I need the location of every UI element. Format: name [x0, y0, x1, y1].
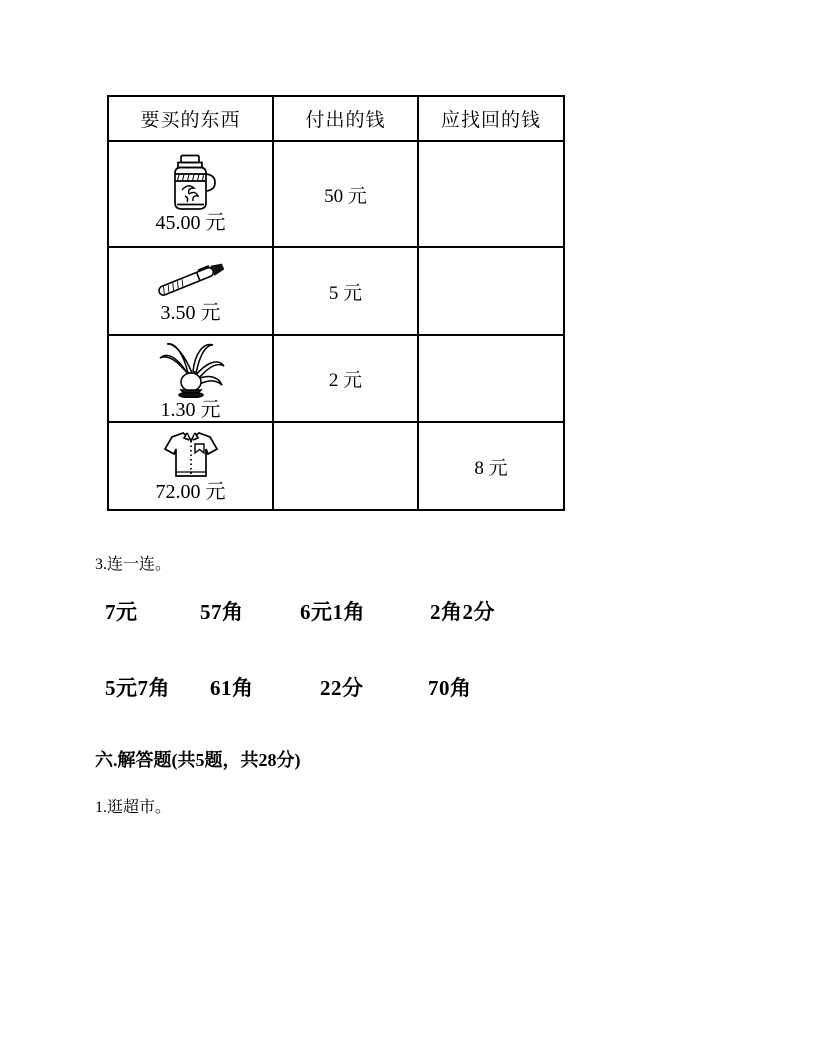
table-row: [108, 335, 564, 422]
shirt-icon: [162, 430, 220, 480]
pen-icon: [153, 259, 229, 301]
question-1-text: 1.逛超市。: [95, 799, 172, 816]
table-header-row: [108, 96, 564, 141]
header-change: 应找回的钱: [418, 96, 564, 141]
paid-cell: [273, 422, 418, 510]
item-price: 72.00 元: [155, 480, 226, 503]
change-cell: [418, 335, 564, 422]
paid-cell: 2 元: [273, 335, 418, 422]
item-price: 1.30 元: [160, 399, 221, 421]
change-cell: 8 元: [418, 422, 564, 510]
table-row: [108, 141, 564, 247]
item-price: 45.00 元: [155, 212, 226, 234]
match-bottom-label: 22分: [320, 676, 364, 700]
match-top-label: 57角: [200, 600, 244, 624]
paid-cell: 50 元: [273, 141, 418, 247]
table-row: [108, 247, 564, 335]
match-top-label: 7元: [105, 600, 138, 624]
header-item: 要买的东西: [108, 96, 273, 141]
match-bottom-label: 5元7角: [105, 676, 170, 700]
match-top-label: 2角2分: [430, 600, 495, 624]
jar-icon: [165, 154, 217, 211]
price-table: [107, 95, 565, 511]
match-bottom-label: 61角: [210, 676, 254, 700]
section-six-heading: 六.解答题(共5题，共28分): [95, 750, 301, 770]
change-cell: [418, 141, 564, 247]
plant-icon: [155, 336, 227, 398]
change-cell: [418, 247, 564, 335]
match-bottom-label: 70角: [428, 676, 472, 700]
table-row: [108, 422, 564, 510]
matching-question-heading: 3.连一连。: [95, 556, 172, 573]
paid-cell: 5 元: [273, 247, 418, 335]
item-price: 3.50 元: [160, 301, 221, 324]
header-paid: 付出的钱: [273, 96, 418, 141]
match-top-label: 6元1角: [300, 600, 365, 624]
